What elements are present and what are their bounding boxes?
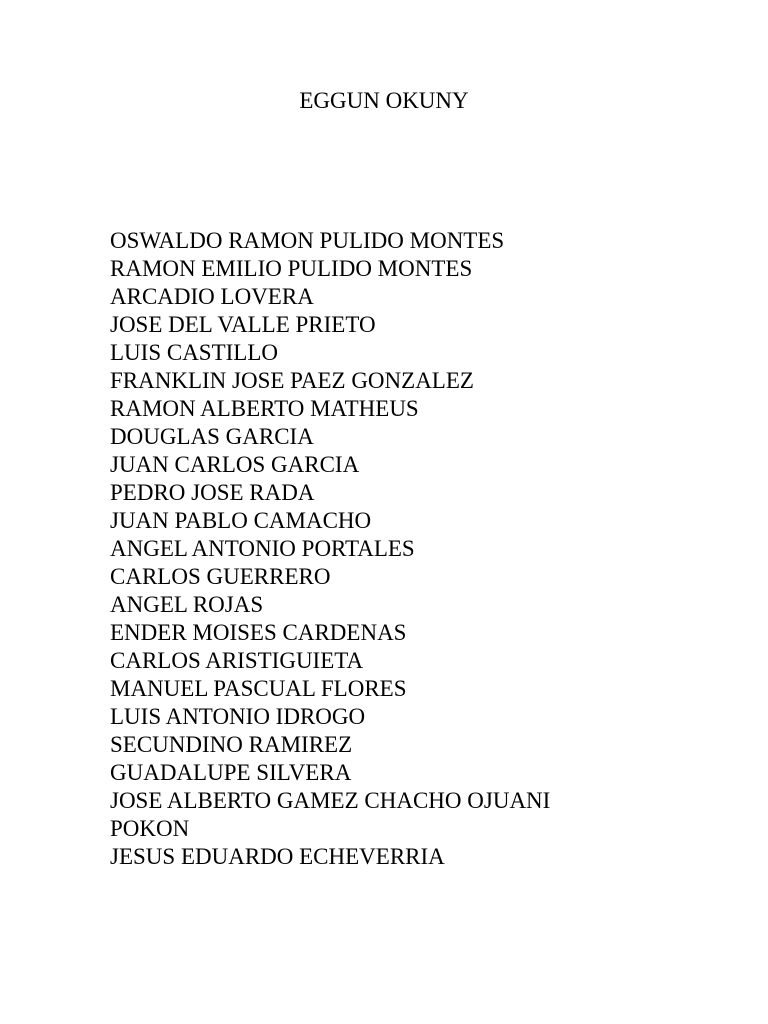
list-item: FRANKLIN JOSE PAEZ GONZALEZ [110,368,474,393]
list-item: RAMON ALBERTO MATHEUS [110,396,419,421]
list-item: ENDER MOISES CARDENAS [110,620,407,645]
list-item: ANGEL ANTONIO PORTALES [110,536,415,561]
document-title: EGGUN OKUNY [299,88,469,113]
list-item: PEDRO JOSE RADA [110,480,315,505]
list-item: JOSE DEL VALLE PRIETO [110,312,376,337]
list-item: JUAN CARLOS GARCIA [110,452,360,477]
list-item: LUIS ANTONIO IDROGO [110,704,366,729]
name-list [110,227,550,871]
list-item: LUIS CASTILLO [110,340,279,365]
list-item: MANUEL PASCUAL FLORES [110,676,407,701]
list-item: CARLOS GUERRERO [110,564,331,589]
list-item: SECUNDINO RAMIREZ [110,732,353,757]
list-item: ARCADIO LOVERA [110,284,314,309]
list-item: CARLOS ARISTIGUIETA [110,648,364,673]
list-item: ANGEL ROJAS [110,592,264,617]
list-item: RAMON EMILIO PULIDO MONTES [110,256,473,281]
list-item: DOUGLAS GARCIA [110,424,314,449]
list-item: OSWALDO RAMON PULIDO MONTES [110,228,505,253]
list-item: JOSE ALBERTO GAMEZ CHACHO OJUANI [110,788,551,813]
list-item: GUADALUPE SILVERA [110,760,352,785]
list-item: POKON [110,816,190,841]
list-item: JUAN PABLO CAMACHO [110,508,372,533]
list-item: JESUS EDUARDO ECHEVERRIA [110,844,445,869]
